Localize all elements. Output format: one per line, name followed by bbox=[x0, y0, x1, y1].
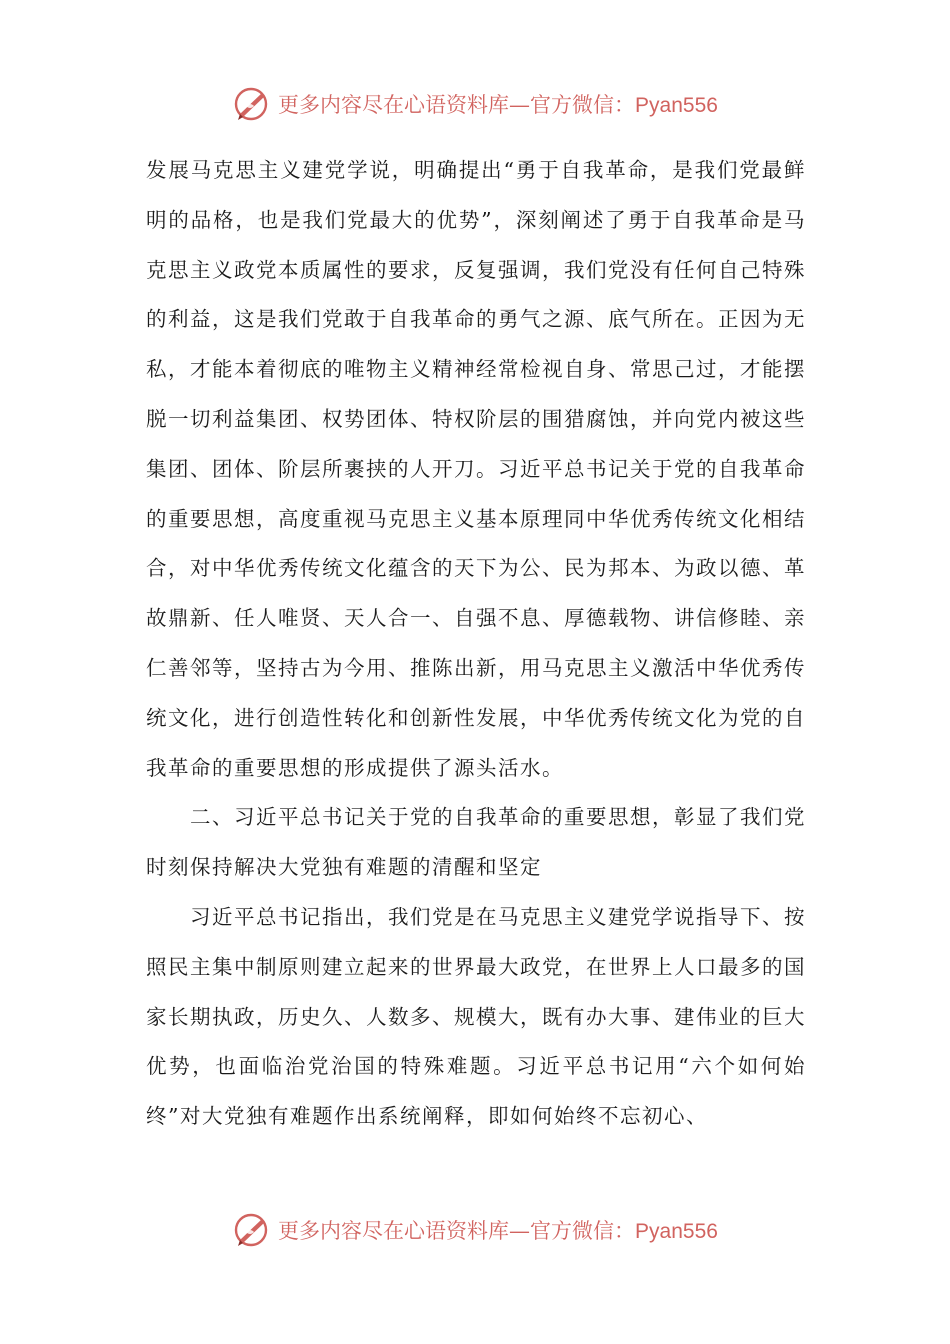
footer-banner bbox=[0, 1206, 950, 1254]
section-heading: 二、习近平总书记关于党的自我革命的重要思想，彰显了我们党时刻保持解决大党独有难题的清醒和坚定 bbox=[146, 805, 806, 880]
header-banner bbox=[0, 80, 950, 128]
banner-title: 更多内容尽在心语资料库—官方微信： bbox=[278, 93, 636, 117]
wechat-handle: Pyan556 bbox=[635, 94, 718, 117]
pen-circle-logo-icon bbox=[232, 84, 272, 124]
banner-text bbox=[278, 89, 718, 119]
banner-title: 更多内容尽在心语资料库—官方微信： bbox=[278, 1219, 636, 1243]
paragraph: 习近平总书记指出，我们党是在马克思主义建党学说指导下、按照民主集中制原则建立起来的世界最大政党，在世界上人口最多的国家长期执政，历史久、人数多、规模大，既有办大事、建伟业的巨大优势，也面临治党治国的特殊难题。习近平总书记用“六个如何始终”对大党独有难题作出系统阐释，即如何始终不忘初心、 bbox=[146, 904, 806, 1129]
wechat-handle: Pyan556 bbox=[635, 1220, 718, 1243]
banner-text bbox=[278, 1215, 718, 1245]
pen-circle-logo-icon bbox=[232, 1210, 272, 1250]
document-body bbox=[146, 146, 806, 1142]
paragraph-continued: 发展马克思主义建党学说，明确提出“勇于自我革命，是我们党最鲜明的品格，也是我们党最大的优势”，深刻阐述了勇于自我革命是马克思主义政党本质属性的要求，反复强调，我们党没有任何自己特殊的利益，这是我们党敢于自我革命的勇气之源、底气所在。正因为无私，才能本着彻底的唯物主义精神经常检视自身、常思己过，才能摆脱一切利益集团、权势团体、特权阶层的围猎腐蚀，并向党内被这些集团、团体、阶层所裹挟的人开刀。习近平总书记关于党的自我革命的重要思想，高度重视马克思主义基本原理同中华优秀传统文化相结合，对中华优秀传统文化蕴含的天下为公、民为邦本、为政以德、革故鼎新、任人唯贤、天人合一、自强不息、厚德载物、讲信修睦、亲仁善邻等，坚持古为今用、推陈出新，用马克思主义激活中华优秀传统文化，进行创造性转化和创新性发展，中华优秀传统文化为党的自我革命的重要思想的形成提供了源头活水。 bbox=[146, 158, 806, 780]
